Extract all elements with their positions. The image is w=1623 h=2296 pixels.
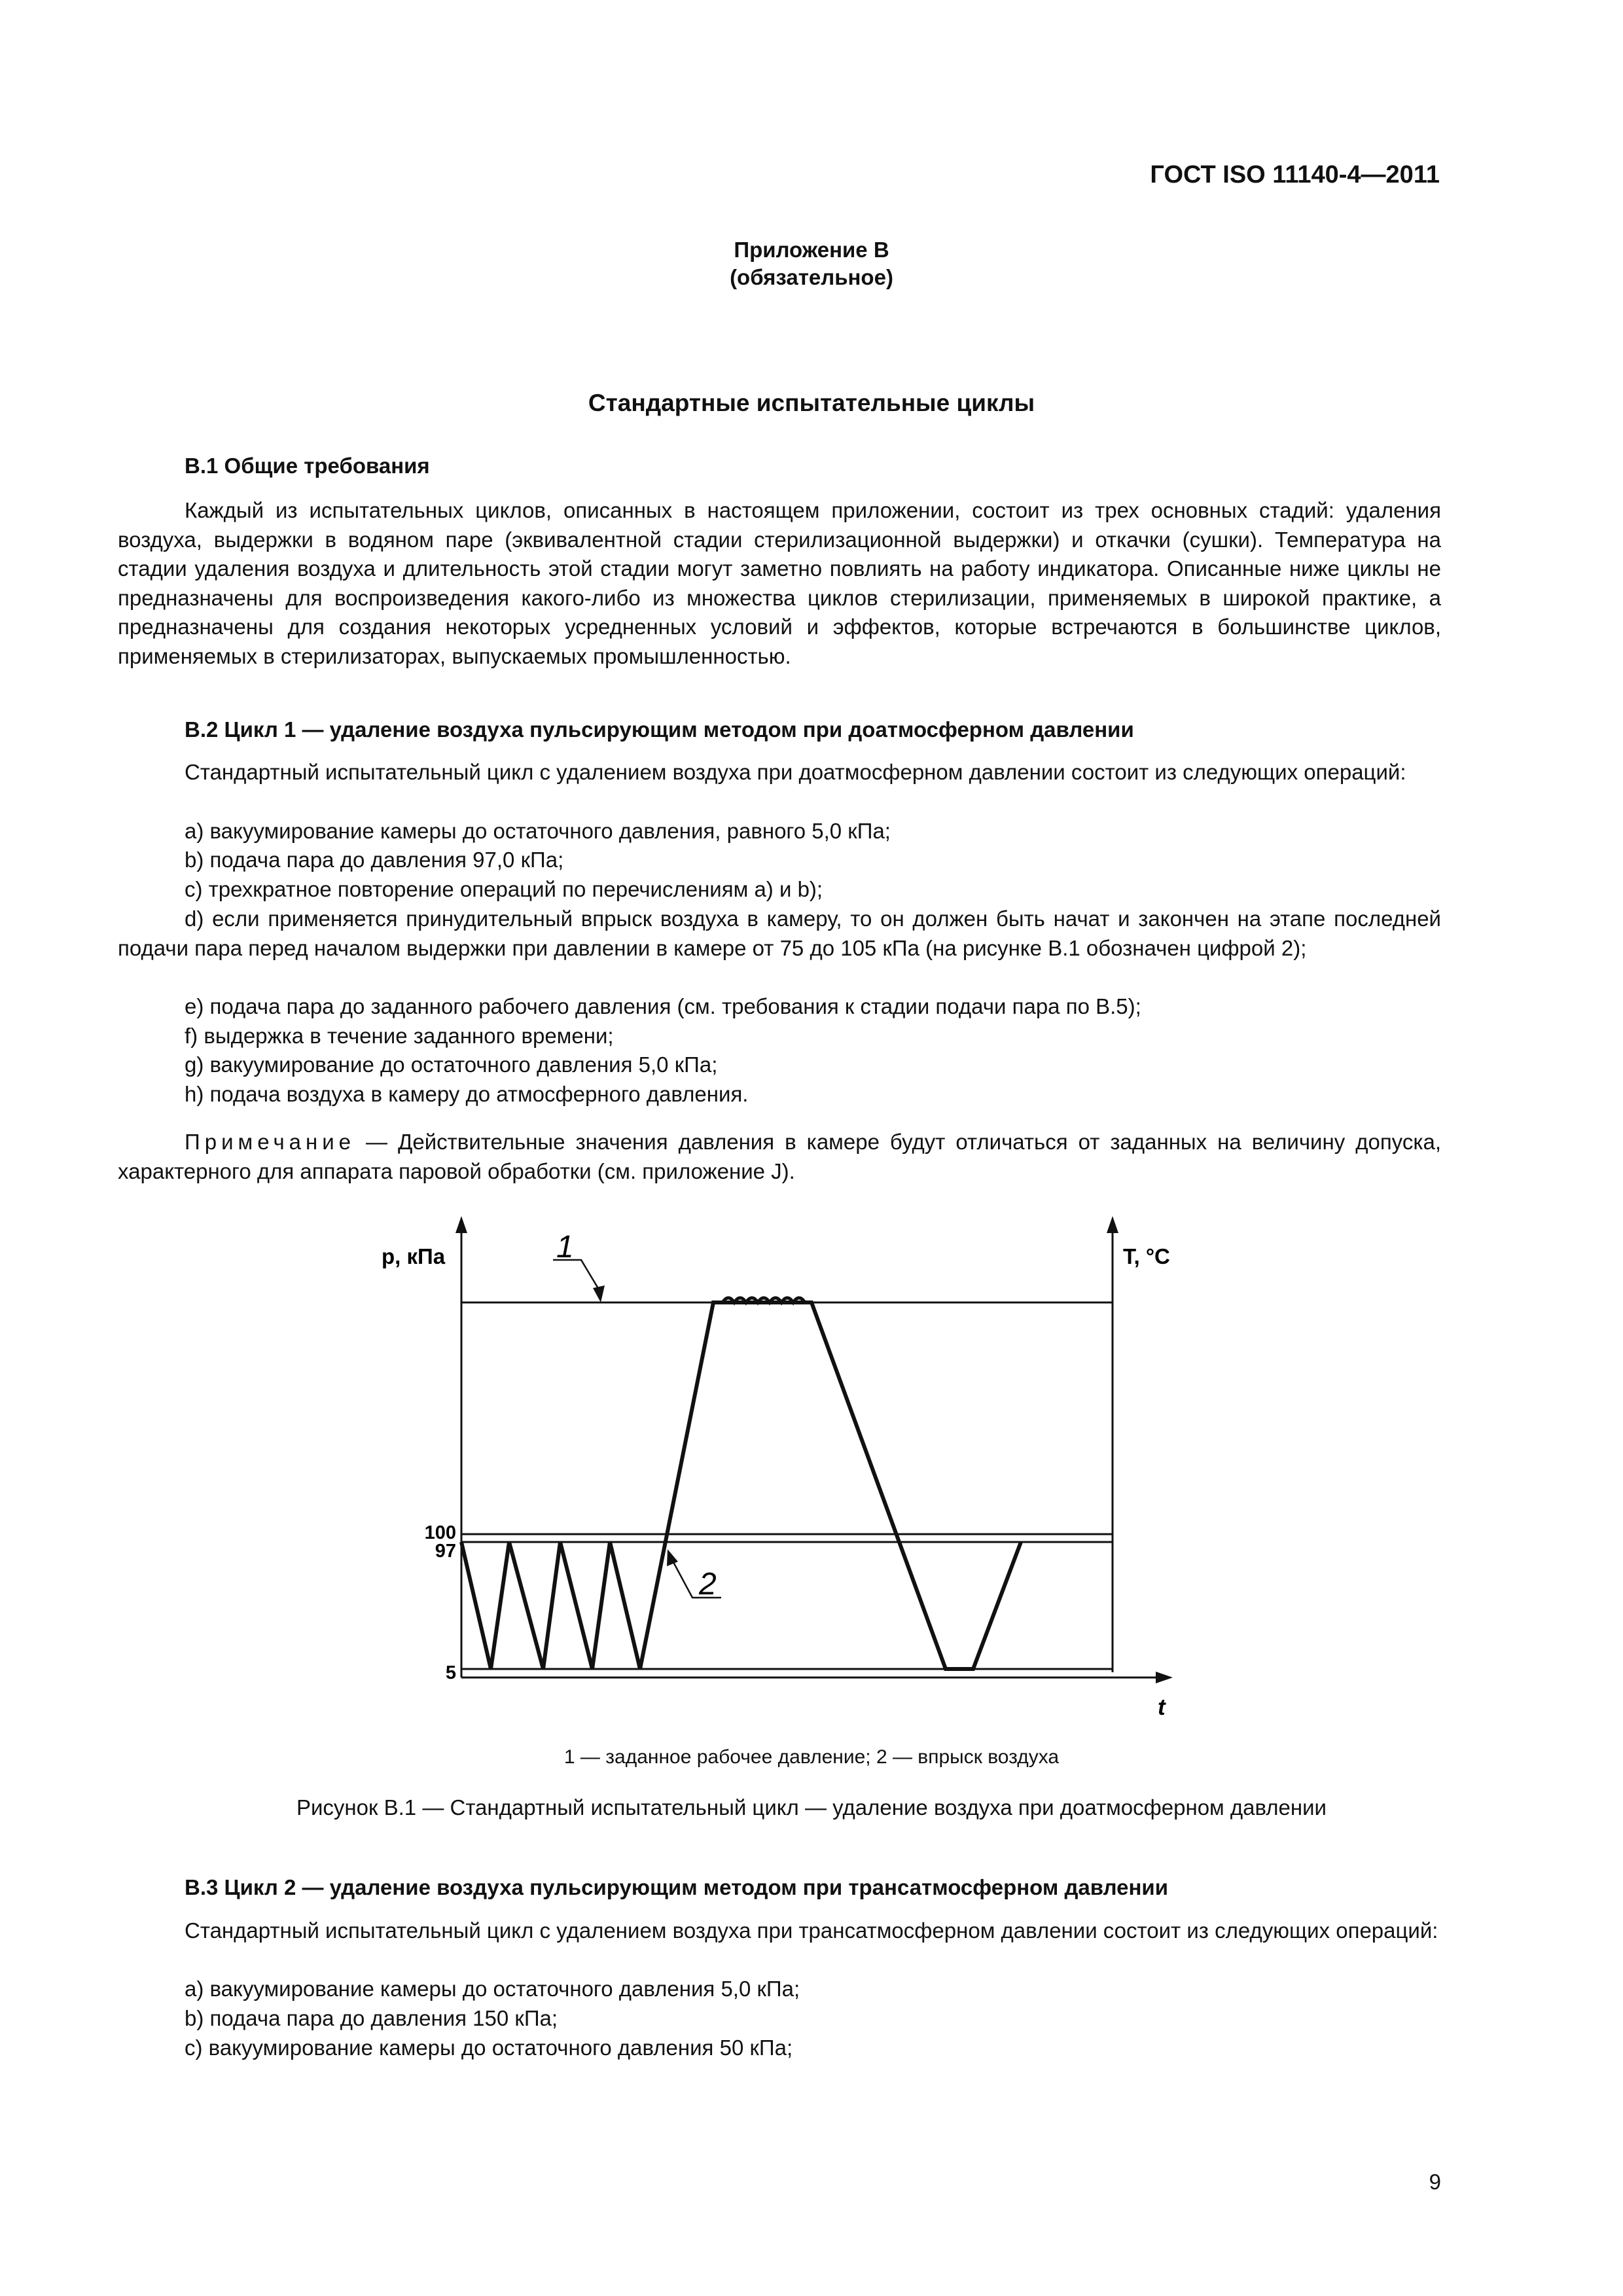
- x-axis-arrow: [1156, 1672, 1173, 1683]
- tick-label-97: 97: [435, 1541, 456, 1562]
- annex-status: (обязательное): [730, 265, 893, 289]
- section-b3-heading: B.3 Цикл 2 — удаление воздуха пульсирующим методом при трансатмосферном давлении: [185, 1875, 1168, 1899]
- y2-axis-arrow: [1107, 1216, 1118, 1233]
- y-axis-label: p, кПа: [382, 1244, 446, 1268]
- list-item: d) если применяется принудительный впрыск воздуха в камеру, то он должен быть начат и закончен на этапе последней подачи пара перед началом выдержки при давлении в камере от 75 до 105 кПа (на рисунке B.1 обозначен цифрой 2);: [118, 906, 1441, 960]
- list-item: g) вакуумирование до остаточного давления 5,0 кПа;: [185, 1052, 718, 1077]
- tick-label-100: 100: [424, 1522, 456, 1543]
- callout-2-arrow: [667, 1549, 678, 1566]
- list-item: c) трехкратное повторение операций по перечислениям a) и b);: [185, 877, 823, 901]
- callout-2-label: 2: [699, 1567, 717, 1602]
- note-label: Примечание: [185, 1130, 356, 1154]
- y2-axis-label: T, °C: [1123, 1244, 1170, 1268]
- tick-label-5: 5: [445, 1662, 456, 1683]
- callout-1-arrow: [593, 1285, 605, 1302]
- section-b1-text: Каждый из испытательных циклов, описанных в настоящем приложении, состоит из трех основных стадий: удаления воздуха, выдержки в водяном паре (эквивалентной стадии стерилизационной выдержки) и откачки (сушки). Температура на стадии удаления воздуха и длительность этой стадии могут заметно повлиять на работу индикатора. Описанные ниже циклы не предназначены для воспроизведения какого-либо из множества циклов стерилизации, применяемых в широкой практике, а предназначены для создания некоторых усредненных условий и эффектов, которые встречаются в большинстве циклов, применяемых в стерилизаторах, выпускаемых промышленностью.: [118, 498, 1441, 668]
- figure-caption: Рисунок B.1 — Стандартный испытательный цикл — удаление воздуха при доатмосферном давлении: [296, 1795, 1327, 1820]
- list-item: b) подача пара до давления 150 кПа;: [185, 2006, 558, 2030]
- list-item: c) вакуумирование камеры до остаточного давления 50 кПа;: [185, 2036, 793, 2060]
- section-b3-intro: Стандартный испытательный цикл с удалением воздуха при трансатмосферном давлении состоит из следующих операций:: [185, 1918, 1438, 1943]
- list-item: a) вакуумирование камеры до остаточного давления 5,0 кПа;: [185, 1977, 800, 2001]
- section-b2-intro: Стандартный испытательный цикл с удалением воздуха при доатмосферном давлении состоит из следующих операций:: [185, 760, 1406, 784]
- list-item: a) вакуумирование камеры до остаточного давления, равного 5,0 кПа;: [185, 819, 891, 843]
- section-b2-heading: B.2 Цикл 1 — удаление воздуха пульсирующим методом при доатмосферном давлении: [185, 717, 1134, 742]
- pressure-cycle-curve: [461, 1302, 1021, 1669]
- standard-designation: ГОСТ ISO 11140-4—2011: [1150, 161, 1440, 188]
- section-b1-heading: B.1 Общие требования: [185, 454, 430, 478]
- x-axis-label: t: [1158, 1695, 1166, 1720]
- list-item: f) выдержка в течение заданного времени;: [185, 1024, 614, 1048]
- list-item: b) подача пара до давления 97,0 кПа;: [185, 848, 564, 872]
- note-text: — Действительные значения давления в камере будут отличаться от заданных на величину допуска, характерного для аппарата паровой обработки (см. приложение J).: [118, 1130, 1441, 1183]
- page-number: 9: [1429, 2170, 1441, 2194]
- annex-title: Стандартные испытательные циклы: [588, 389, 1035, 416]
- note: [118, 1128, 1441, 1186]
- figure-legend: 1 — заданное рабочее давление; 2 — впрыск воздуха: [563, 1746, 1060, 1768]
- figure-b1-diagram: [366, 1211, 1191, 1728]
- y-axis-arrow: [455, 1216, 467, 1233]
- callout-1-label: 1: [556, 1230, 574, 1265]
- list-item: e) подача пара до заданного рабочего давления (см. требования к стадии подачи пара по B.5);: [185, 994, 1141, 1018]
- annex-label: Приложение B: [734, 238, 889, 262]
- list-item: h) подача воздуха в камеру до атмосферного давления.: [185, 1082, 749, 1106]
